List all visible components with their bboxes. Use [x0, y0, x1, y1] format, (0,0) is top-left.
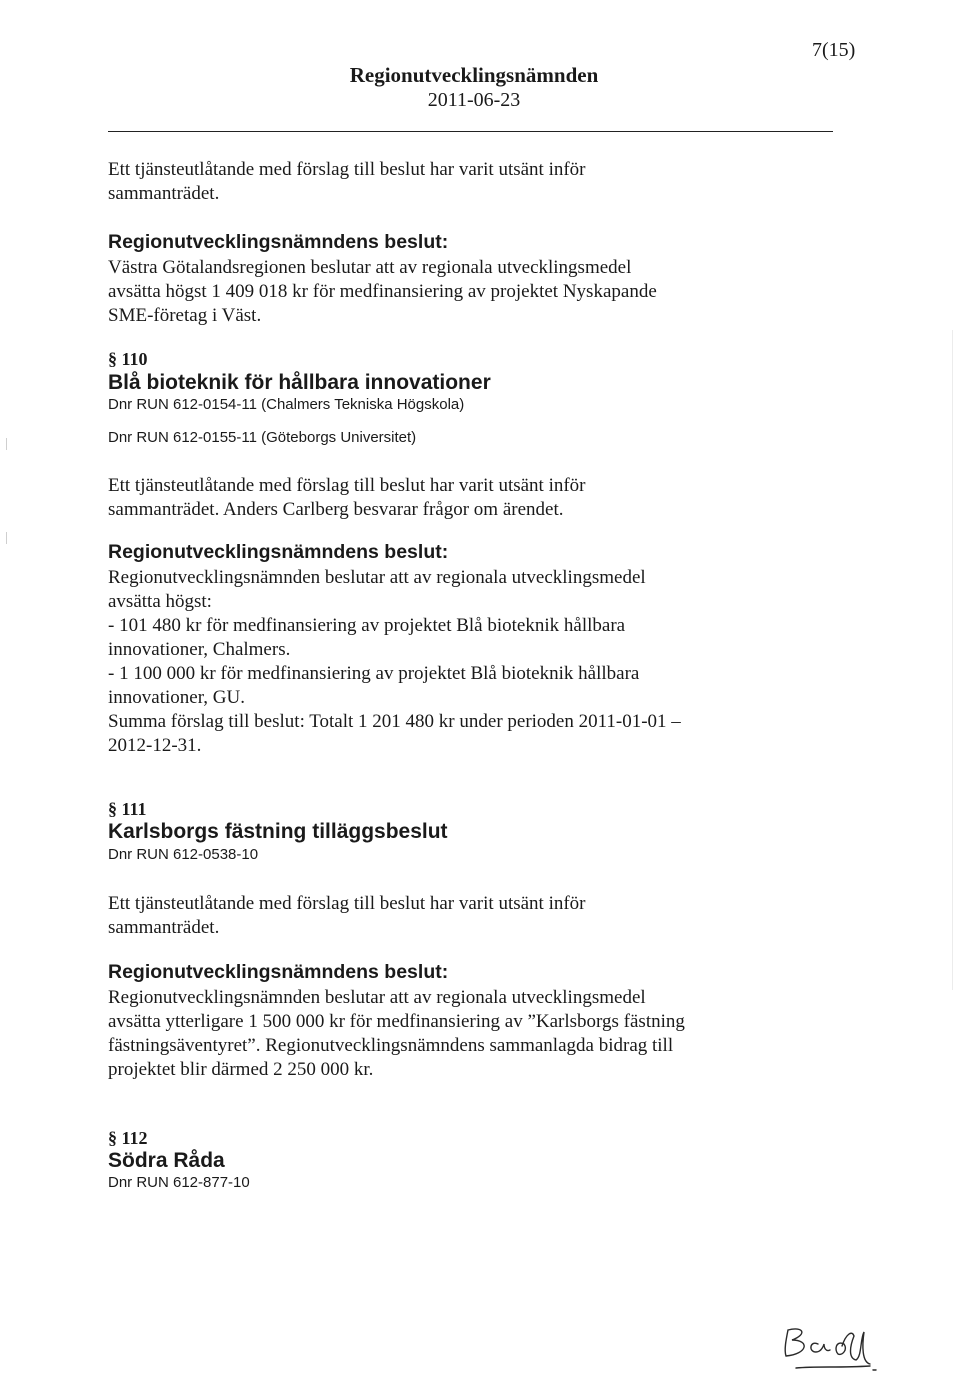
decision-text	[108, 256, 657, 328]
intro-paragraph	[108, 892, 586, 940]
header-org: Regionutvecklingsnämnden	[349, 63, 599, 87]
section-number: § 110	[108, 349, 148, 369]
text-line: Ett tjänsteutlåtande med förslag till beslut har varit utsänt inför	[108, 159, 586, 180]
text-line: 2012-12-31.	[108, 735, 202, 756]
dnr: Dnr RUN 612-0154-11 (Chalmers Tekniska Högskola)	[108, 396, 465, 413]
text-line: Regionutvecklingsnämnden beslutar att av regionala utvecklingsmedel	[108, 987, 646, 1008]
decision-text	[108, 986, 685, 1082]
scan-artifact	[6, 532, 7, 544]
text-line: - 101 480 kr för medfinansiering av projektet Blå bioteknik hållbara	[108, 615, 626, 636]
decision-heading: Regionutvecklingsnämndens beslut:	[108, 231, 449, 253]
scan-artifact	[6, 438, 7, 450]
text-line: sammanträdet. Anders Carlberg besvarar frågor om ärendet.	[108, 499, 564, 520]
section-title: Blå bioteknik för hållbara innovationer	[108, 371, 491, 394]
text-line: Ett tjänsteutlåtande med förslag till beslut har varit utsänt inför	[108, 475, 586, 496]
text-line: innovationer, Chalmers.	[108, 639, 291, 660]
text-line: - 1 100 000 kr för medfinansiering av projektet Blå bioteknik hållbara	[108, 663, 640, 684]
intro-paragraph	[108, 158, 586, 206]
text-line: sammanträdet.	[108, 183, 220, 204]
text-line: sammanträdet.	[108, 917, 220, 938]
section-title: Karlsborgs fästning tilläggsbeslut	[108, 820, 448, 843]
dnr: Dnr RUN 612-0538-10	[108, 846, 259, 863]
scan-artifact	[952, 330, 953, 990]
section-number: § 112	[108, 1128, 148, 1148]
header-rule	[108, 131, 833, 132]
intro-paragraph	[108, 474, 586, 522]
text-line: Ett tjänsteutlåtande med förslag till beslut har varit utsänt inför	[108, 893, 586, 914]
handwritten-initials-icon	[778, 1310, 878, 1385]
text-line: projektet blir därmed 2 250 000 kr.	[108, 1059, 374, 1080]
dnr: Dnr RUN 612-0155-11 (Göteborgs Universitet)	[108, 429, 417, 446]
dnr: Dnr RUN 612-877-10	[108, 1174, 250, 1191]
text-line: Regionutvecklingsnämnden beslutar att av regionala utvecklingsmedel	[108, 567, 646, 588]
section-title: Södra Råda	[108, 1149, 225, 1172]
page-number: 7(15)	[812, 39, 856, 61]
text-line: SME-företag i Väst.	[108, 305, 262, 326]
text-line: fästningsäventyret”. Regionutvecklingsnämndens sammanlagda bidrag till	[108, 1035, 674, 1056]
decision-heading: Regionutvecklingsnämndens beslut:	[108, 961, 449, 983]
text-line: avsätta högst:	[108, 591, 212, 612]
text-line: avsätta ytterligare 1 500 000 kr för medfinansiering av ”Karlsborgs fästning	[108, 1011, 685, 1032]
text-line: Västra Götalandsregionen beslutar att av regionala utvecklingsmedel	[108, 257, 632, 278]
text-line: avsätta högst 1 409 018 kr för medfinansiering av projektet Nyskapande	[108, 281, 657, 302]
text-line: innovationer, GU.	[108, 687, 245, 708]
header-date: 2011-06-23	[427, 89, 521, 111]
decision-heading: Regionutvecklingsnämndens beslut:	[108, 541, 449, 563]
dnr-list	[108, 395, 464, 448]
section-number: § 111	[108, 799, 147, 819]
text-line: Summa förslag till beslut: Totalt 1 201 480 kr under perioden 2011-01-01 –	[108, 711, 681, 732]
decision-text	[108, 566, 681, 758]
